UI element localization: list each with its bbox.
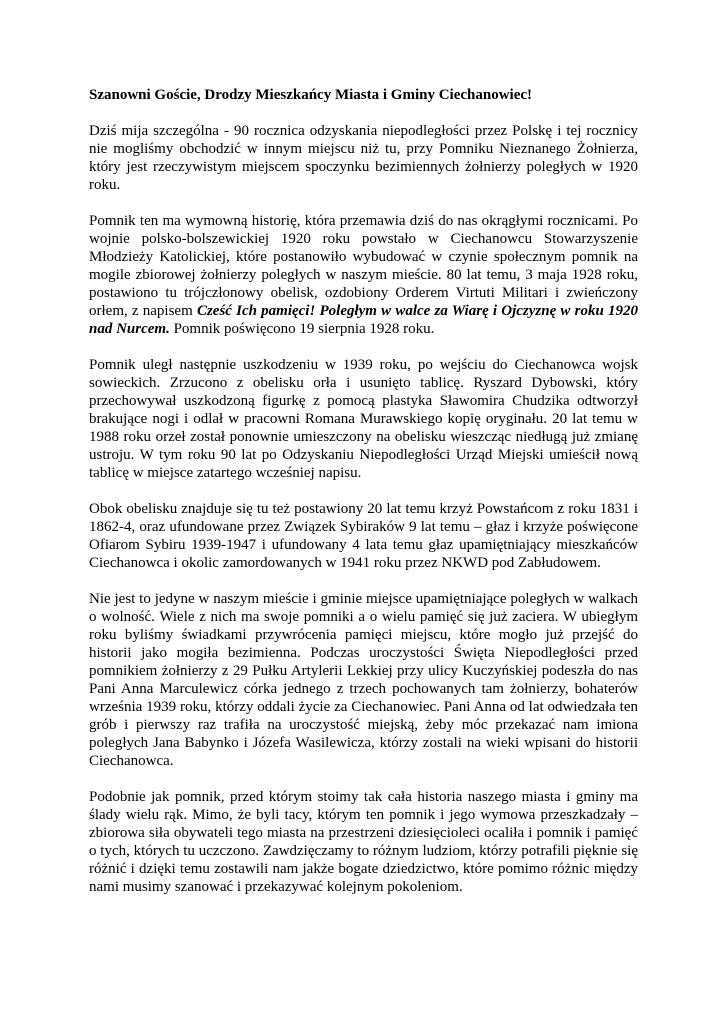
monument-inscription-quote: Cześć Ich pamięci! Poległym w walce za Wiarę i Ojczyznę w roku 1920 nad Nurcem. <box>89 303 638 337</box>
paragraph-anniversary: Dziś mija szczególna - 90 rocznica odzyskania niepodległości przez Polskę i tej rocznicy nie mogliśmy obchodzić w innym miejscu niż tu, przy Pomniku Nieznanego Żołnierza, który jest rzeczywistym miejscem spoczynku bezimiennych żołnierzy poległych w 1920 roku. <box>89 123 638 193</box>
paragraph-monument-damage: Pomnik uległ następnie uszkodzeniu w 1939 roku, po wejściu do Ciechanowca wojsk sowieckich. Zrzucono z obelisku orła i usunięto tablicę. Ryszard Dybowski, który przechowywał uszkodzoną figurkę z pomocą plastyka Sławomira Chudzika odtworzył brakujące nogi i odlał w pracowni Romana Murawskiego kopię oryginału. 20 lat temu w 1988 roku orzeł został ponownie umieszczony na obelisku wieszcząc niedługą już zmianę ustroju. W tym roku 90 lat po Odzyskaniu Niepodległości Urząd Miejski umieścił nową tablicę w miejsce zatartego wcześniej napisu. <box>89 357 638 481</box>
paragraph-monument-history-text: Pomnik ten ma wymowną historię, która przemawia dziś do nas okrągłymi rocznicami. Po wojnie polsko-bolszewickiej 1920 roku powstało w Ciechanowcu Stowarzyszenie Młodzieży Katolickiej, które postanowiło wybudować w czynie społecznym pomnik na mogile zbiorowej żołnierzy poległych w naszym mieście. 80 lat temu, 3 maja 1928 roku, postawiono tu trójczłonowy obelisk, ozdobiony Orderem Virtuti Militari i zwieńczony orłem, z napisem <box>89 213 638 319</box>
document-body <box>89 86 638 914</box>
greeting-heading: Szanowni Goście, Drodzy Mieszkańcy Miasta i Gminy Ciechanowiec! <box>89 87 533 103</box>
paragraph-monument-history <box>89 212 638 338</box>
paragraph-nearby-memorials: Obok obelisku znajduje się tu też postawiony 20 lat temu krzyż Powstańcom z roku 1831 i 1862-4, oraz ufundowane przez Związek Sybiraków 9 lat temu – głaz i krzyże poświęcone Ofiarom Sybiru 1939-1947 i ufundowany 4 lata temu głaz upamiętniający mieszkańców Ciechanowca i okolic zamordowanych w 1941 roku przez NKWD pod Zabłudowem. <box>89 501 638 571</box>
paragraph-other-memorials: Nie jest to jedyne w naszym mieście i gminie miejsce upamiętniające poległych w walkach o wolność. Wiele z nich ma swoje pomniki a o wielu pamięć się już zaciera. W ubiegłym roku byliśmy świadkami przywrócenia pamięci miejscu, które mogło już przejść do historii jako mogiła bezimienna. Podczas uroczystości Święta Niepodległości przed pomnikiem żołnierzy z 29 Pułku Artylerii Lekkiej przy ulicy Kuczyńskiej podeszła do nas Pani Anna Marculewicz córka jednego z trzech pochowanych tam żołnierzy, bohaterów września 1939 roku, którzy oddali życie za Ciechanowiec. Pani Anna od lat odwiedzała ten grób i pierwszy raz trafiła na uroczystość miejską, żeby móc przekazać nam imiona poległych Jana Babynko i Józefa Wasilewicza, którzy zostali na wieki wpisani do historii Ciechanowca. <box>89 591 638 769</box>
paragraph-closing: Podobnie jak pomnik, przed którym stoimy tak cała historia naszego miasta i gminy ma ślady wielu rąk. Mimo, że byli tacy, którym ten pomnik i jego wymowa przeszkadzały – zbiorowa siła obywateli tego miasta na przestrzeni dziesięcioleci ocaliła i pomnik i pamięć o tych, których tu uczczono. Zawdzięczamy to różnym ludziom, którzy potrafili pięknie się różnić i dzięki temu zostawili nam jakże bogate dziedzictwo, które pomimo różnic między nami musimy szanować i przekazywać kolejnym pokoleniom. <box>89 789 638 895</box>
paragraph-monument-consecration: Pomnik poświęcono 19 sierpnia 1928 roku. <box>169 321 435 337</box>
